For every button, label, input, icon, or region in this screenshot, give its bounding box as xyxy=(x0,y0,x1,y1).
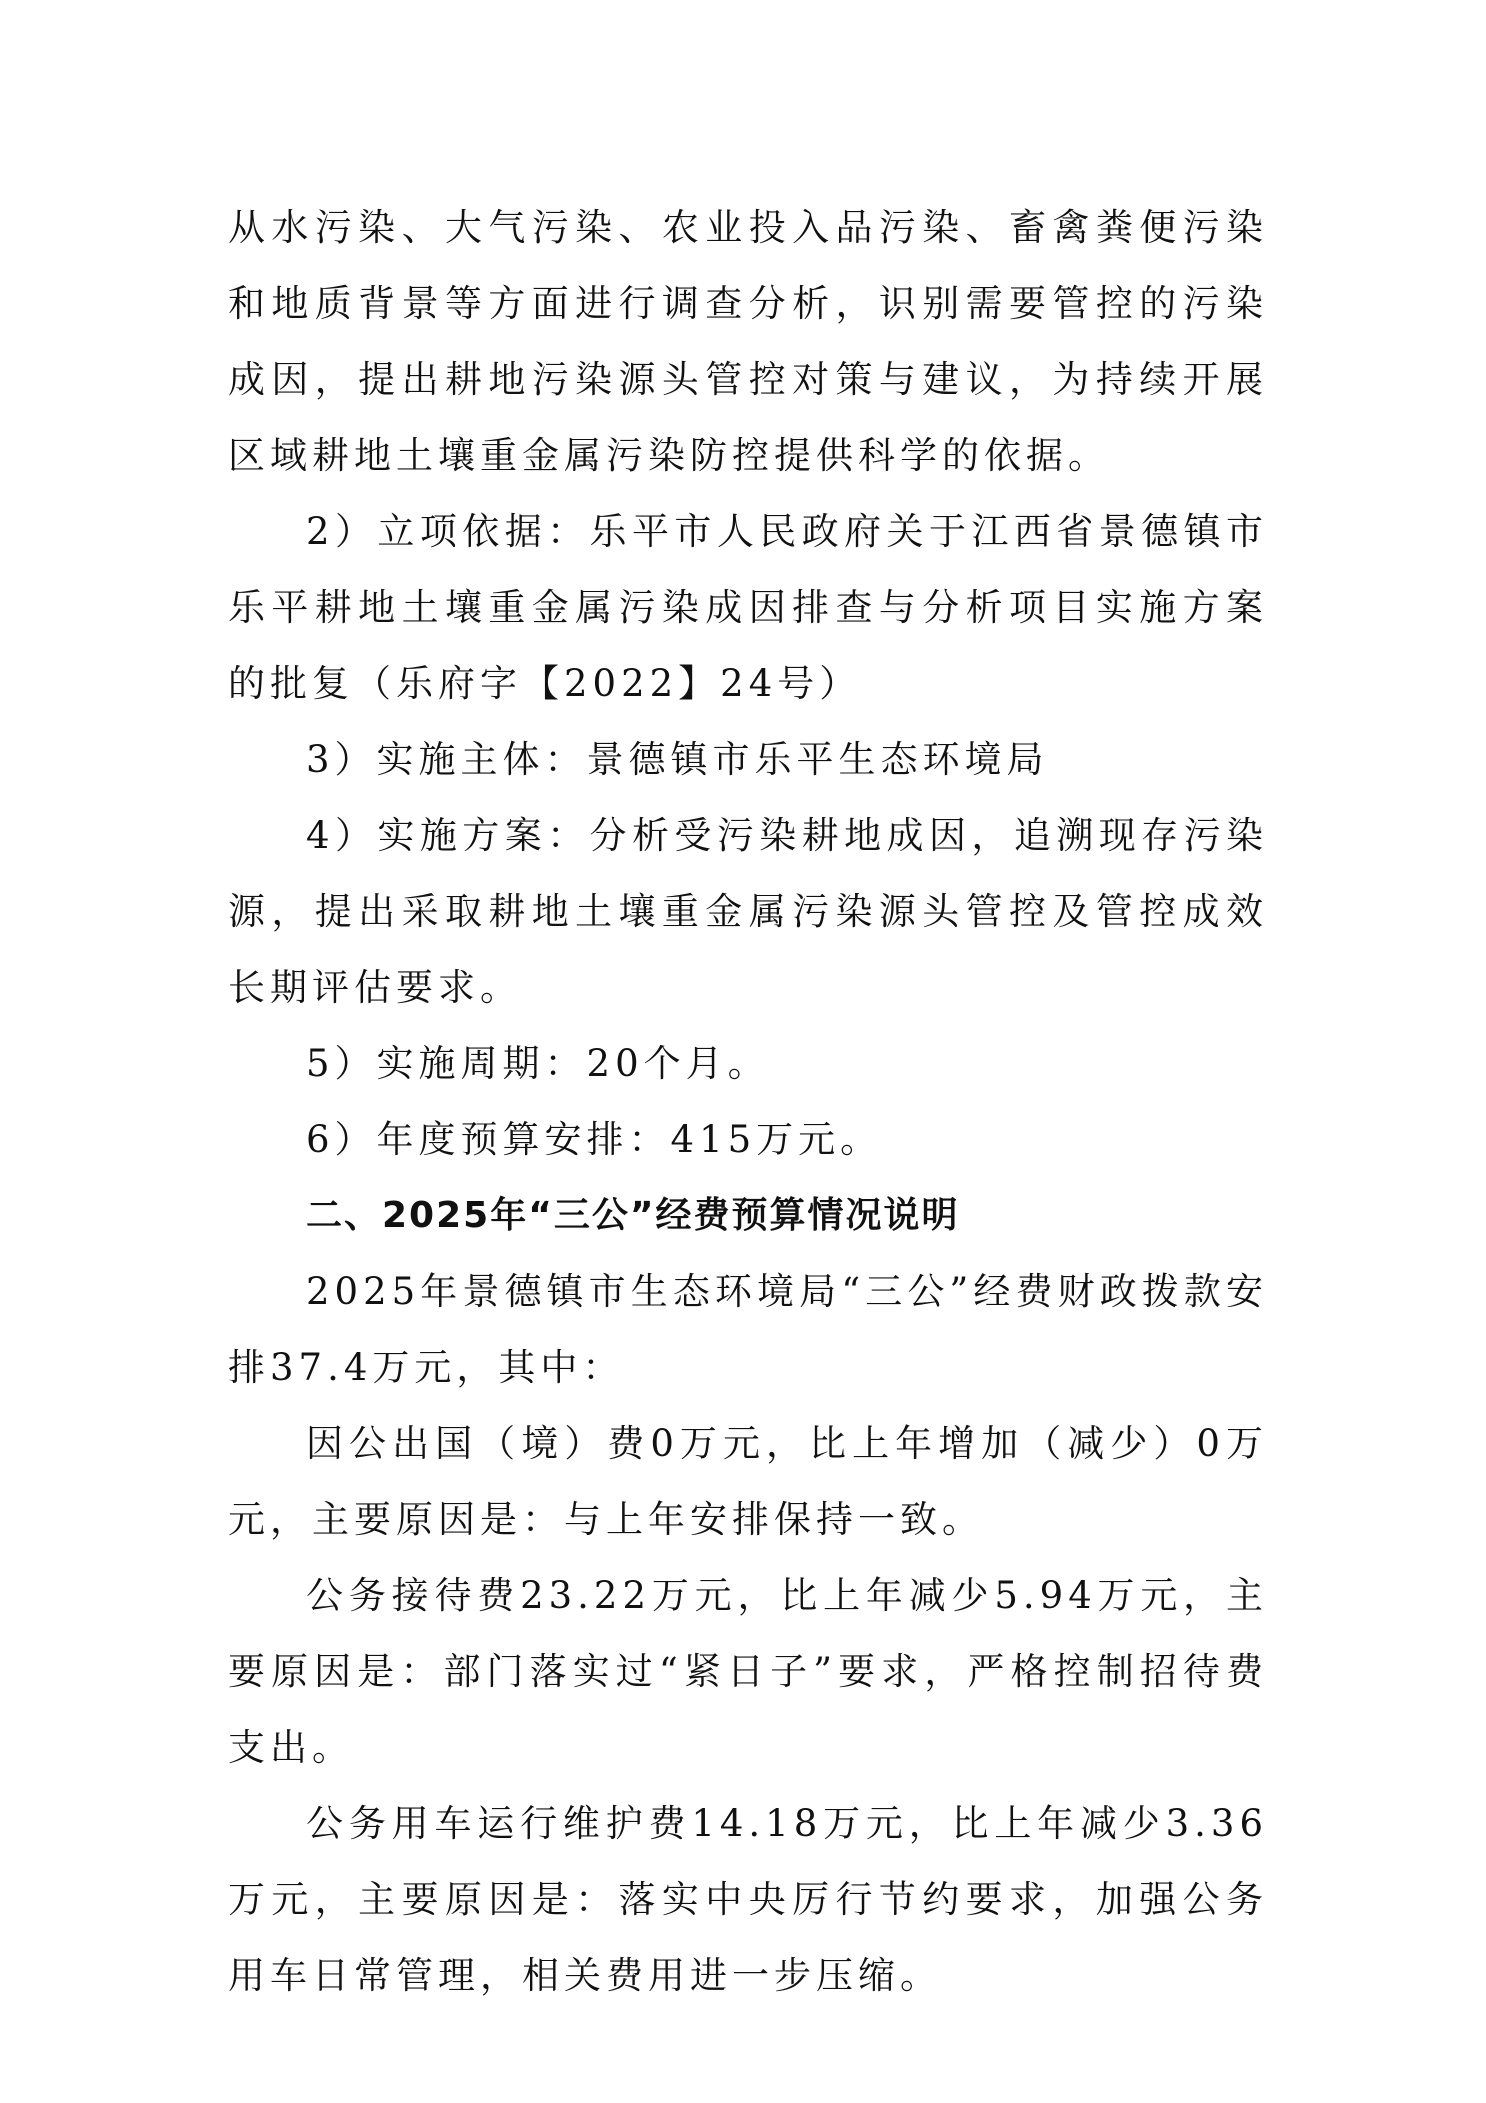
paragraph-project-basis: 2）立项依据：乐平市人民政府关于江西省景德镇市乐平耕地土壤重金属污染成因排查与分析项目实施方案的批复（乐府字【2022】24号） xyxy=(228,510,1268,705)
paragraph-three-public-total: 2025年景德镇市生态环境局“三公”经费财政拨款安排37.4万元，其中： xyxy=(228,1270,1268,1389)
paragraph-survey-scope: 从水污染、大气污染、农业投入品污染、畜禽粪便污染和地质背景等方面进行调查分析，识别需要管控的污染成因，提出耕地污染源头管控对策与建议，为持续开展区域耕地土壤重金属污染防控提供科学的依据。 xyxy=(228,206,1268,477)
paragraph-implementation-period: 5）实施周期：20个月。 xyxy=(306,1042,770,1085)
section-heading-three-public-expenses: 二、2025年“三公”经费预算情况说明 xyxy=(306,1195,960,1236)
paragraph-annual-budget: 6）年度预算安排：415万元。 xyxy=(306,1118,883,1161)
document-page xyxy=(228,190,1268,2014)
paragraph-implementing-body: 3）实施主体：景德镇市乐平生态环境局 xyxy=(306,738,1049,781)
paragraph-official-reception: 公务接待费23.22万元，比上年减少5.94万元，主要原因是：部门落实过“紧日子”要求，严格控制招待费支出。 xyxy=(228,1574,1268,1769)
paragraph-official-vehicles: 公务用车运行维护费14.18万元，比上年减少3.36万元，主要原因是：落实中央厉行节约要求，加强公务用车日常管理，相关费用进一步压缩。 xyxy=(228,1802,1268,1997)
paragraph-overseas-travel: 因公出国（境）费0万元，比上年增加（减少）0万元，主要原因是：与上年安排保持一致。 xyxy=(228,1422,1268,1541)
paragraph-implementation-plan: 4）实施方案：分析受污染耕地成因，追溯现存污染源，提出采取耕地土壤重金属污染源头管控及管控成效长期评估要求。 xyxy=(228,814,1268,1009)
